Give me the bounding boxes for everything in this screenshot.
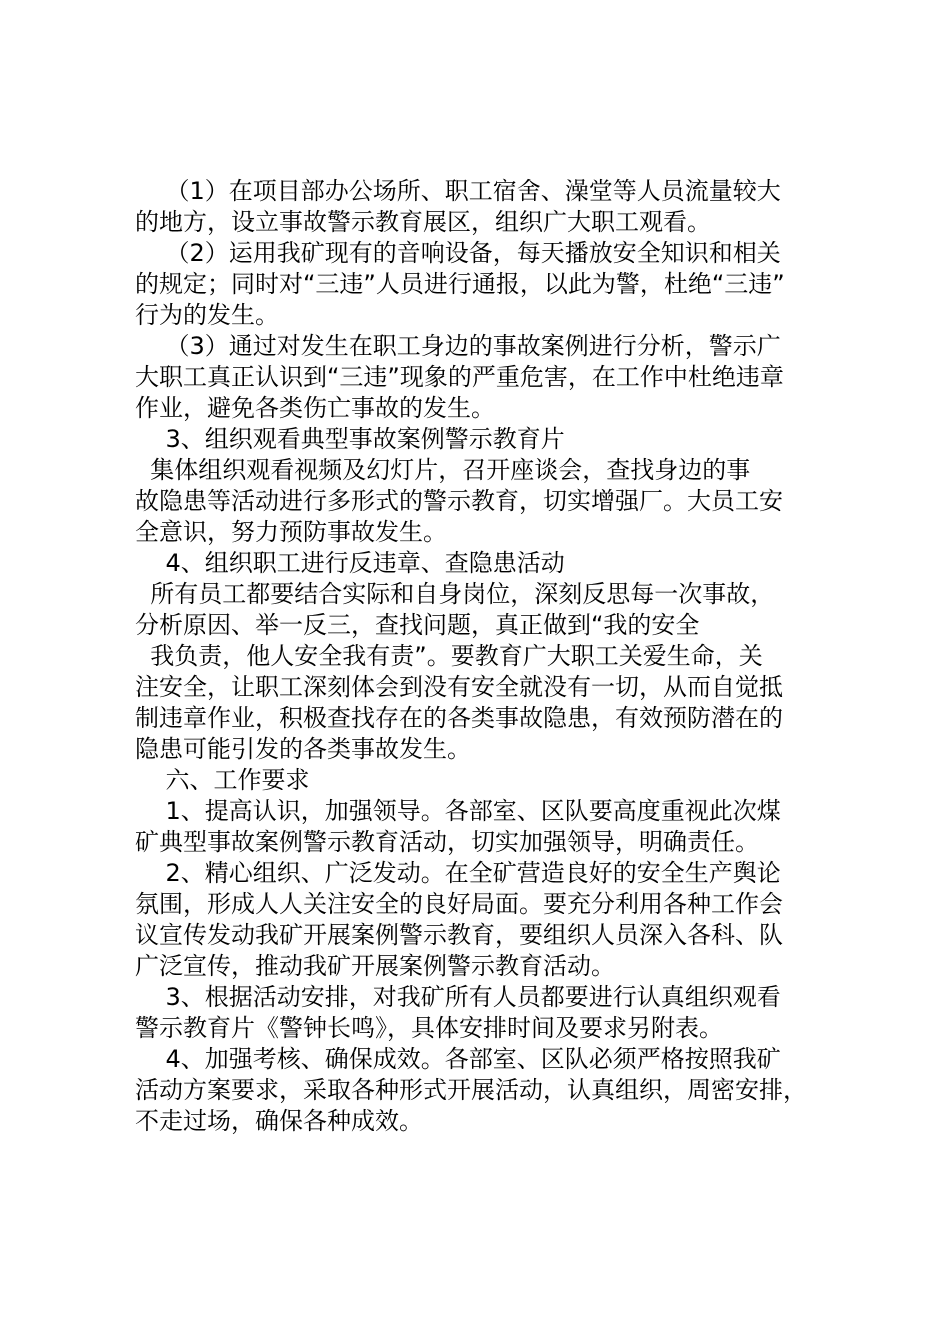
text-line: 所有员工都要结合实际和自身岗位，深刻反思每一次事故，: [135, 580, 775, 608]
text-line: 3、根据活动安排，对我矿所有人员都要进行认真组织观看: [135, 983, 781, 1011]
text-line: 作业，避免各类伤亡事故的发生。: [135, 394, 495, 422]
section-heading: 4、组织职工进行反违章、查隐患活动: [135, 549, 565, 577]
text-line: 大职工真正认识到“三违”现象的严重危害，在工作中杜绝违章: [135, 363, 784, 391]
text-line: 我负责，他人安全我有责”。要教育广大职工关爱生命，关: [135, 642, 763, 670]
text-line: （1）在项目部办公场所、职工宿舍、澡堂等人员流量较大: [135, 177, 781, 205]
text-line: 的规定；同时对“三违”人员进行通报，以此为警，杜绝“三违”: [135, 270, 785, 298]
text-line: 矿典型事故案例警示教育活动，切实加强领导，明确责任。: [135, 828, 759, 856]
text-line: 故隐患等活动进行多形式的警示教育，切实增强厂。大员工安: [135, 487, 783, 515]
section-heading: 六、工作要求: [135, 766, 310, 794]
text-line: 1、提高认识，加强领导。各部室、区队要高度重视此次煤: [135, 797, 781, 825]
text-line: 活动方案要求，采取各种形式开展活动，认真组织，周密安排，: [135, 1076, 807, 1104]
text-line: 全意识，努力预防事故发生。: [135, 518, 447, 546]
text-line: 2、精心组织、广泛发动。在全矿营造良好的安全生产舆论: [135, 859, 781, 887]
text-line: 行为的发生。: [135, 301, 279, 329]
text-line: 氛围，形成人人关注安全的良好局面。要充分利用各种工作会: [135, 890, 783, 918]
text-line: 4、加强考核、确保成效。各部室、区队必须严格按照我矿: [135, 1045, 781, 1073]
text-line: 警示教育片《警钟长鸣》，具体安排时间及要求另附表。: [135, 1014, 723, 1042]
body-text: [135, 176, 855, 1137]
text-line: 不走过场，确保各种成效。: [135, 1107, 423, 1135]
text-line: 的地方，设立事故警示教育展区，组织广大职工观看。: [135, 208, 711, 236]
text-line: 隐患可能引发的各类事故发生。: [135, 735, 471, 763]
text-line: 制违章作业，积极查找存在的各类事故隐患，有效预防潜在的: [135, 704, 783, 732]
text-line: 议宣传发动我矿开展案例警示教育，要组织人员深入各科、队: [135, 921, 783, 949]
text-line: （3）通过对发生在职工身边的事故案例进行分析，警示广: [135, 332, 781, 360]
section-heading: 3、组织观看典型事故案例警示教育片: [135, 425, 565, 453]
text-line: （2）运用我矿现有的音响设备，每天播放安全知识和相关: [135, 239, 781, 267]
text-line: 集体组织观看视频及幻灯片，召开座谈会，查找身边的事: [135, 456, 751, 484]
text-line: 分析原因、举一反三，查找问题，真正做到“我的安全: [135, 611, 700, 639]
text-line: 广泛宣传，推动我矿开展案例警示教育活动。: [135, 952, 615, 980]
text-line: 注安全，让职工深刻体会到没有安全就没有一切，从而自觉抵: [135, 673, 783, 701]
